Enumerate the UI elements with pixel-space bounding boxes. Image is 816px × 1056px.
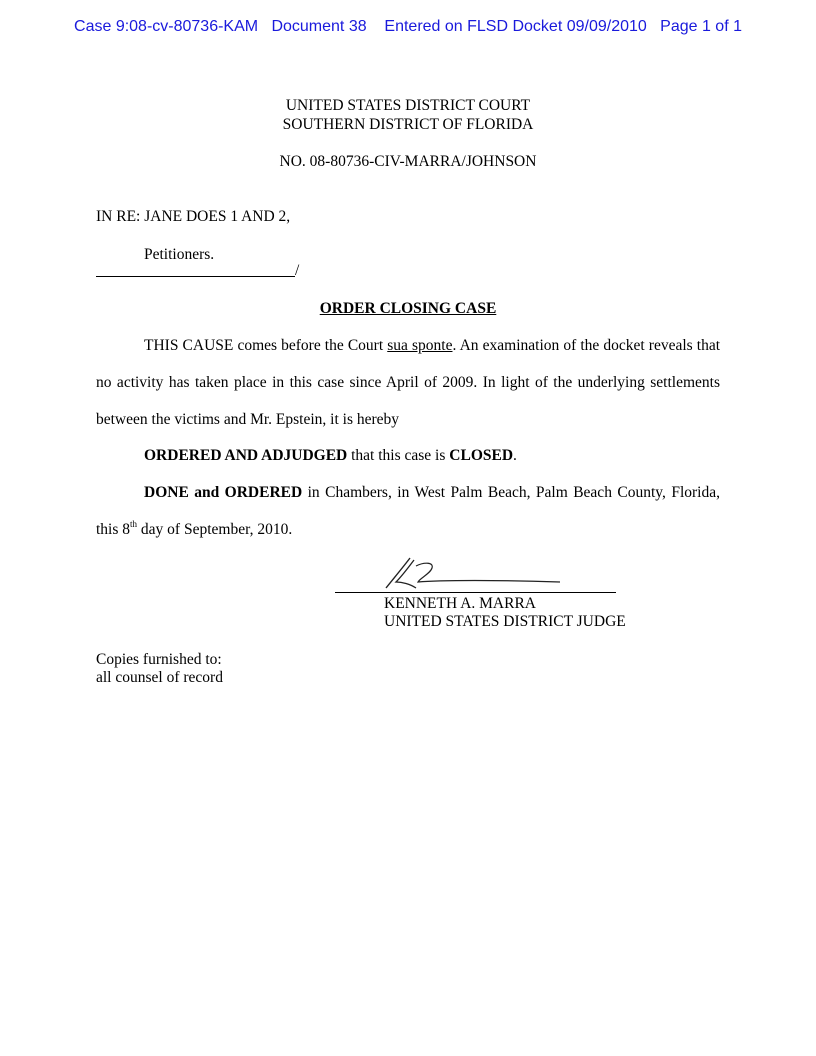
copies-furnished-label: Copies furnished to:: [96, 651, 222, 668]
order-title: ORDER CLOSING CASE: [319, 300, 497, 317]
paragraph-3-line-1: DONE and ORDERED in Chambers, in West Palm Beach, Palm Beach County, Florida,: [144, 484, 720, 501]
paragraph-3-line-2: this 8th day of September, 2010.: [96, 519, 293, 538]
caption-party: Petitioners.: [144, 246, 215, 263]
paragraph-1-line-2: no activity has taken place in this case since April of 2009. In light of the underlying settlements: [96, 374, 720, 391]
judge-signature-image: [380, 552, 580, 594]
court-name-line1: UNITED STATES DISTRICT COURT: [285, 97, 531, 114]
caption-slash: /: [295, 262, 300, 279]
judge-title: UNITED STATES DISTRICT JUDGE: [384, 613, 626, 630]
paragraph-1-line-3: between the victims and Mr. Epstein, it is hereby: [96, 411, 400, 428]
caption-in-re: IN RE: JANE DOES 1 AND 2,: [96, 208, 291, 225]
caption-rule: [96, 276, 295, 277]
paragraph-1-line-1: THIS CAUSE comes before the Court sua sponte. An examination of the docket reveals that: [144, 337, 721, 354]
copies-recipients: all counsel of record: [96, 669, 223, 686]
header-document-number: Document 38: [271, 18, 367, 35]
court-name-line2: SOUTHERN DISTRICT OF FLORIDA: [282, 116, 534, 133]
judge-name: KENNETH A. MARRA: [384, 595, 536, 612]
sua-sponte: sua sponte: [387, 337, 453, 354]
header-page-number: Page 1 of 1: [660, 18, 742, 35]
paragraph-2: ORDERED AND ADJUDGED that this case is CLOSED.: [144, 447, 517, 464]
docket-header-stamp: [0, 18, 816, 36]
case-number: NO. 08-80736-CIV-MARRA/JOHNSON: [279, 153, 537, 170]
header-entered-date: Entered on FLSD Docket 09/09/2010: [384, 18, 647, 35]
signature-line: [335, 592, 616, 593]
header-case-number: Case 9:08-cv-80736-KAM: [74, 18, 259, 35]
